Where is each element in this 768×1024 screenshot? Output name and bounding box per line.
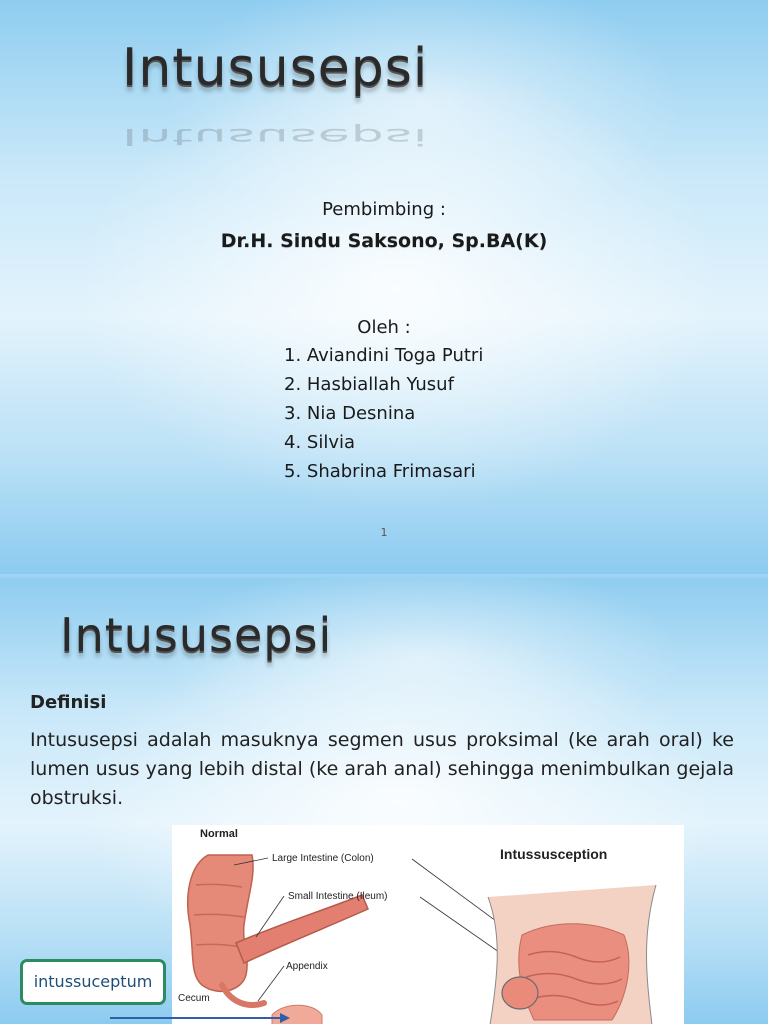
definition-slide xyxy=(0,578,768,1024)
arrow-right-icon xyxy=(110,1012,290,1024)
authors-list xyxy=(284,341,483,486)
slide-title: Intususepsi xyxy=(122,38,429,98)
authors-label: Oleh : xyxy=(357,317,411,338)
normal-label: Normal xyxy=(200,828,238,840)
author-item: 1. Aviandini Toga Putri xyxy=(284,345,484,366)
title-reflection: Intususepsi xyxy=(122,123,429,150)
large-intestine-label: Large Intestine (Colon) xyxy=(272,853,374,864)
definition-text: Intususepsi adalah masuknya segmen usus proksimal (ke arah oral) ke lumen usus yang lebih distal (ke arah anal) sehingga menimbulkan gejala obstruksi. xyxy=(30,729,734,809)
intussusception-figure xyxy=(172,825,684,1024)
appendix-label: Appendix xyxy=(286,961,328,972)
author-item: 4. Silvia xyxy=(284,432,356,453)
slide-number: 1 xyxy=(380,526,388,539)
intussusceptum-circle xyxy=(502,977,538,1009)
small-intestine-shape xyxy=(236,895,368,963)
author-item: 2. Hasbiallah Yusuf xyxy=(284,374,454,395)
intestine-mass xyxy=(519,924,629,1020)
colon-shape xyxy=(188,855,253,991)
intussusceptum-callout: intussuceptum xyxy=(20,959,166,1005)
author-item: 5. Shabrina Frimasari xyxy=(284,461,476,482)
author-item: 3. Nia Desnina xyxy=(284,403,416,424)
small-intestine-label: Small Intestine (Ileum) xyxy=(288,891,388,902)
cecum-label: Cecum xyxy=(178,993,210,1004)
intussusception-label: Intussusception xyxy=(500,846,608,862)
supervisor-name: Dr.H. Sindu Saksono, Sp.BA(K) xyxy=(220,230,548,252)
anatomy-illustration xyxy=(172,825,684,1024)
definition-heading: Definisi xyxy=(30,692,107,713)
supervisor-label: Pembimbing : xyxy=(322,199,446,220)
slide-title: Intususepsi xyxy=(60,608,333,662)
